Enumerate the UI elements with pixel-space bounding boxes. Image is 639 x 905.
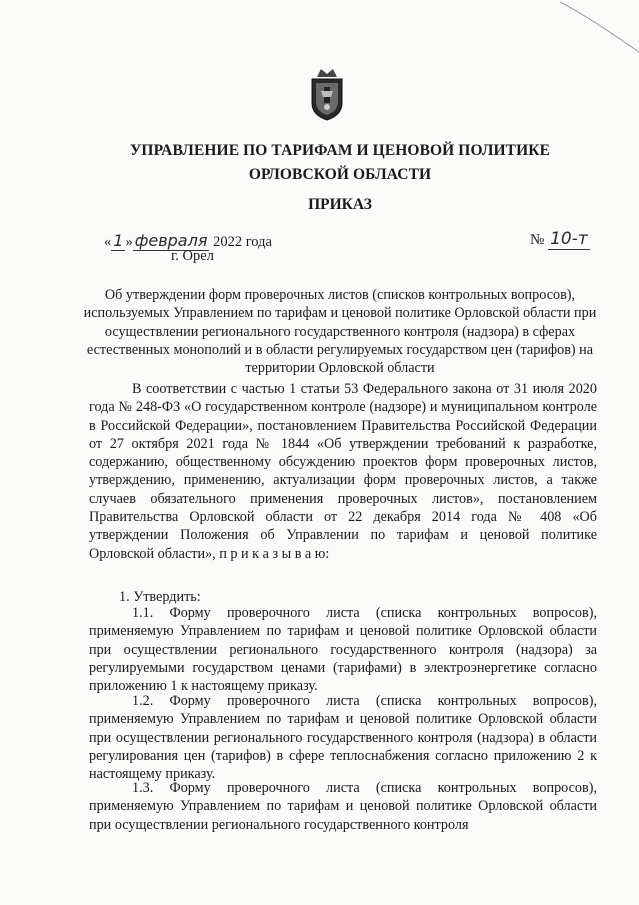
coat-of-arms-icon [309, 67, 345, 122]
organization-name-line2: ОРЛОВСКОЙ ОБЛАСТИ [248, 166, 432, 183]
number-handwritten: 10-т [550, 229, 588, 249]
city: г. Орел [171, 248, 214, 264]
item-1-2: 1.2. Форму проверочного листа (списка контрольных вопросов), применяемую Управлением по тарифам и ценовой политике Орловской области при осуществлении регионального государственного контроля (надзора) в области регулирования цен (тарифов) в сфере теплоснабжения согласно приложению 2 к настоящему приказу. [89, 693, 597, 783]
organization-name-line1: УПРАВЛЕНИЕ ПО ТАРИФАМ И ЦЕНОВОЙ ПОЛИТИКЕ [129, 142, 551, 159]
item-1-3: 1.3. Форму проверочного листа (списка контрольных вопросов), применяемую Управлением по тарифам и ценовой политике Орловской области при осуществлении регионального государственного контроля [89, 780, 597, 833]
item-1-1: 1.1. Форму проверочного листа (списка контрольных вопросов), применяемую Управлением по тарифам и ценовой политике Орловской области при осуществлении регионального государственного контроля (надзора) за регулируемыми государством ценами (тарифами) в электроэнергетике согласно приложению 1 к настоящему приказу. [89, 605, 597, 695]
date-year: 2022 года [213, 234, 272, 250]
document-type: ПРИКАЗ [308, 196, 372, 213]
order-number [530, 229, 590, 249]
legal-basis-paragraph: В соответствии с частью 1 статьи 53 Федерального закона от 31 июля 2020 года № 248-ФЗ «О государственном контроле (надзоре) и муниципальном контроле в Российской Федерации», постановлением Правительства Российской Федерации от 27 октября 2021 года № 1844 «Об утверждении требований к разработке, содержанию, общественному обсуждению проектов форм проверочных листов, утверждению, применению, актуализации форм проверочных листов, а также случаев обязательного применения проверочных листов», постановлением Правительства Орловской области от 22 декабря 2014 года № 408 «Об утверждении Положения об Управлении по тарифам и ценовой политике Орловской области», п р и к а з ы в а ю: [89, 381, 597, 562]
date-month-handwritten: февраля [134, 231, 208, 250]
date-close-quote: » [125, 234, 133, 250]
number-sign: № [530, 232, 545, 248]
order-subject: Об утверждении форм проверочных листов (списков контрольных вопросов), используемых Управлением по тарифам и ценовой политике Орловской области при осуществлении регионального государственного контроля (надзора) в сферах естественных монополий и в области регулируемых государством цен (тарифов) на территории Орловской области [83, 287, 597, 377]
date-open-quote: « [104, 234, 112, 250]
item-1: 1. Утвердить: [119, 589, 201, 605]
scan-artifact-line [560, 0, 639, 60]
date-day-handwritten: 1 [113, 231, 124, 250]
